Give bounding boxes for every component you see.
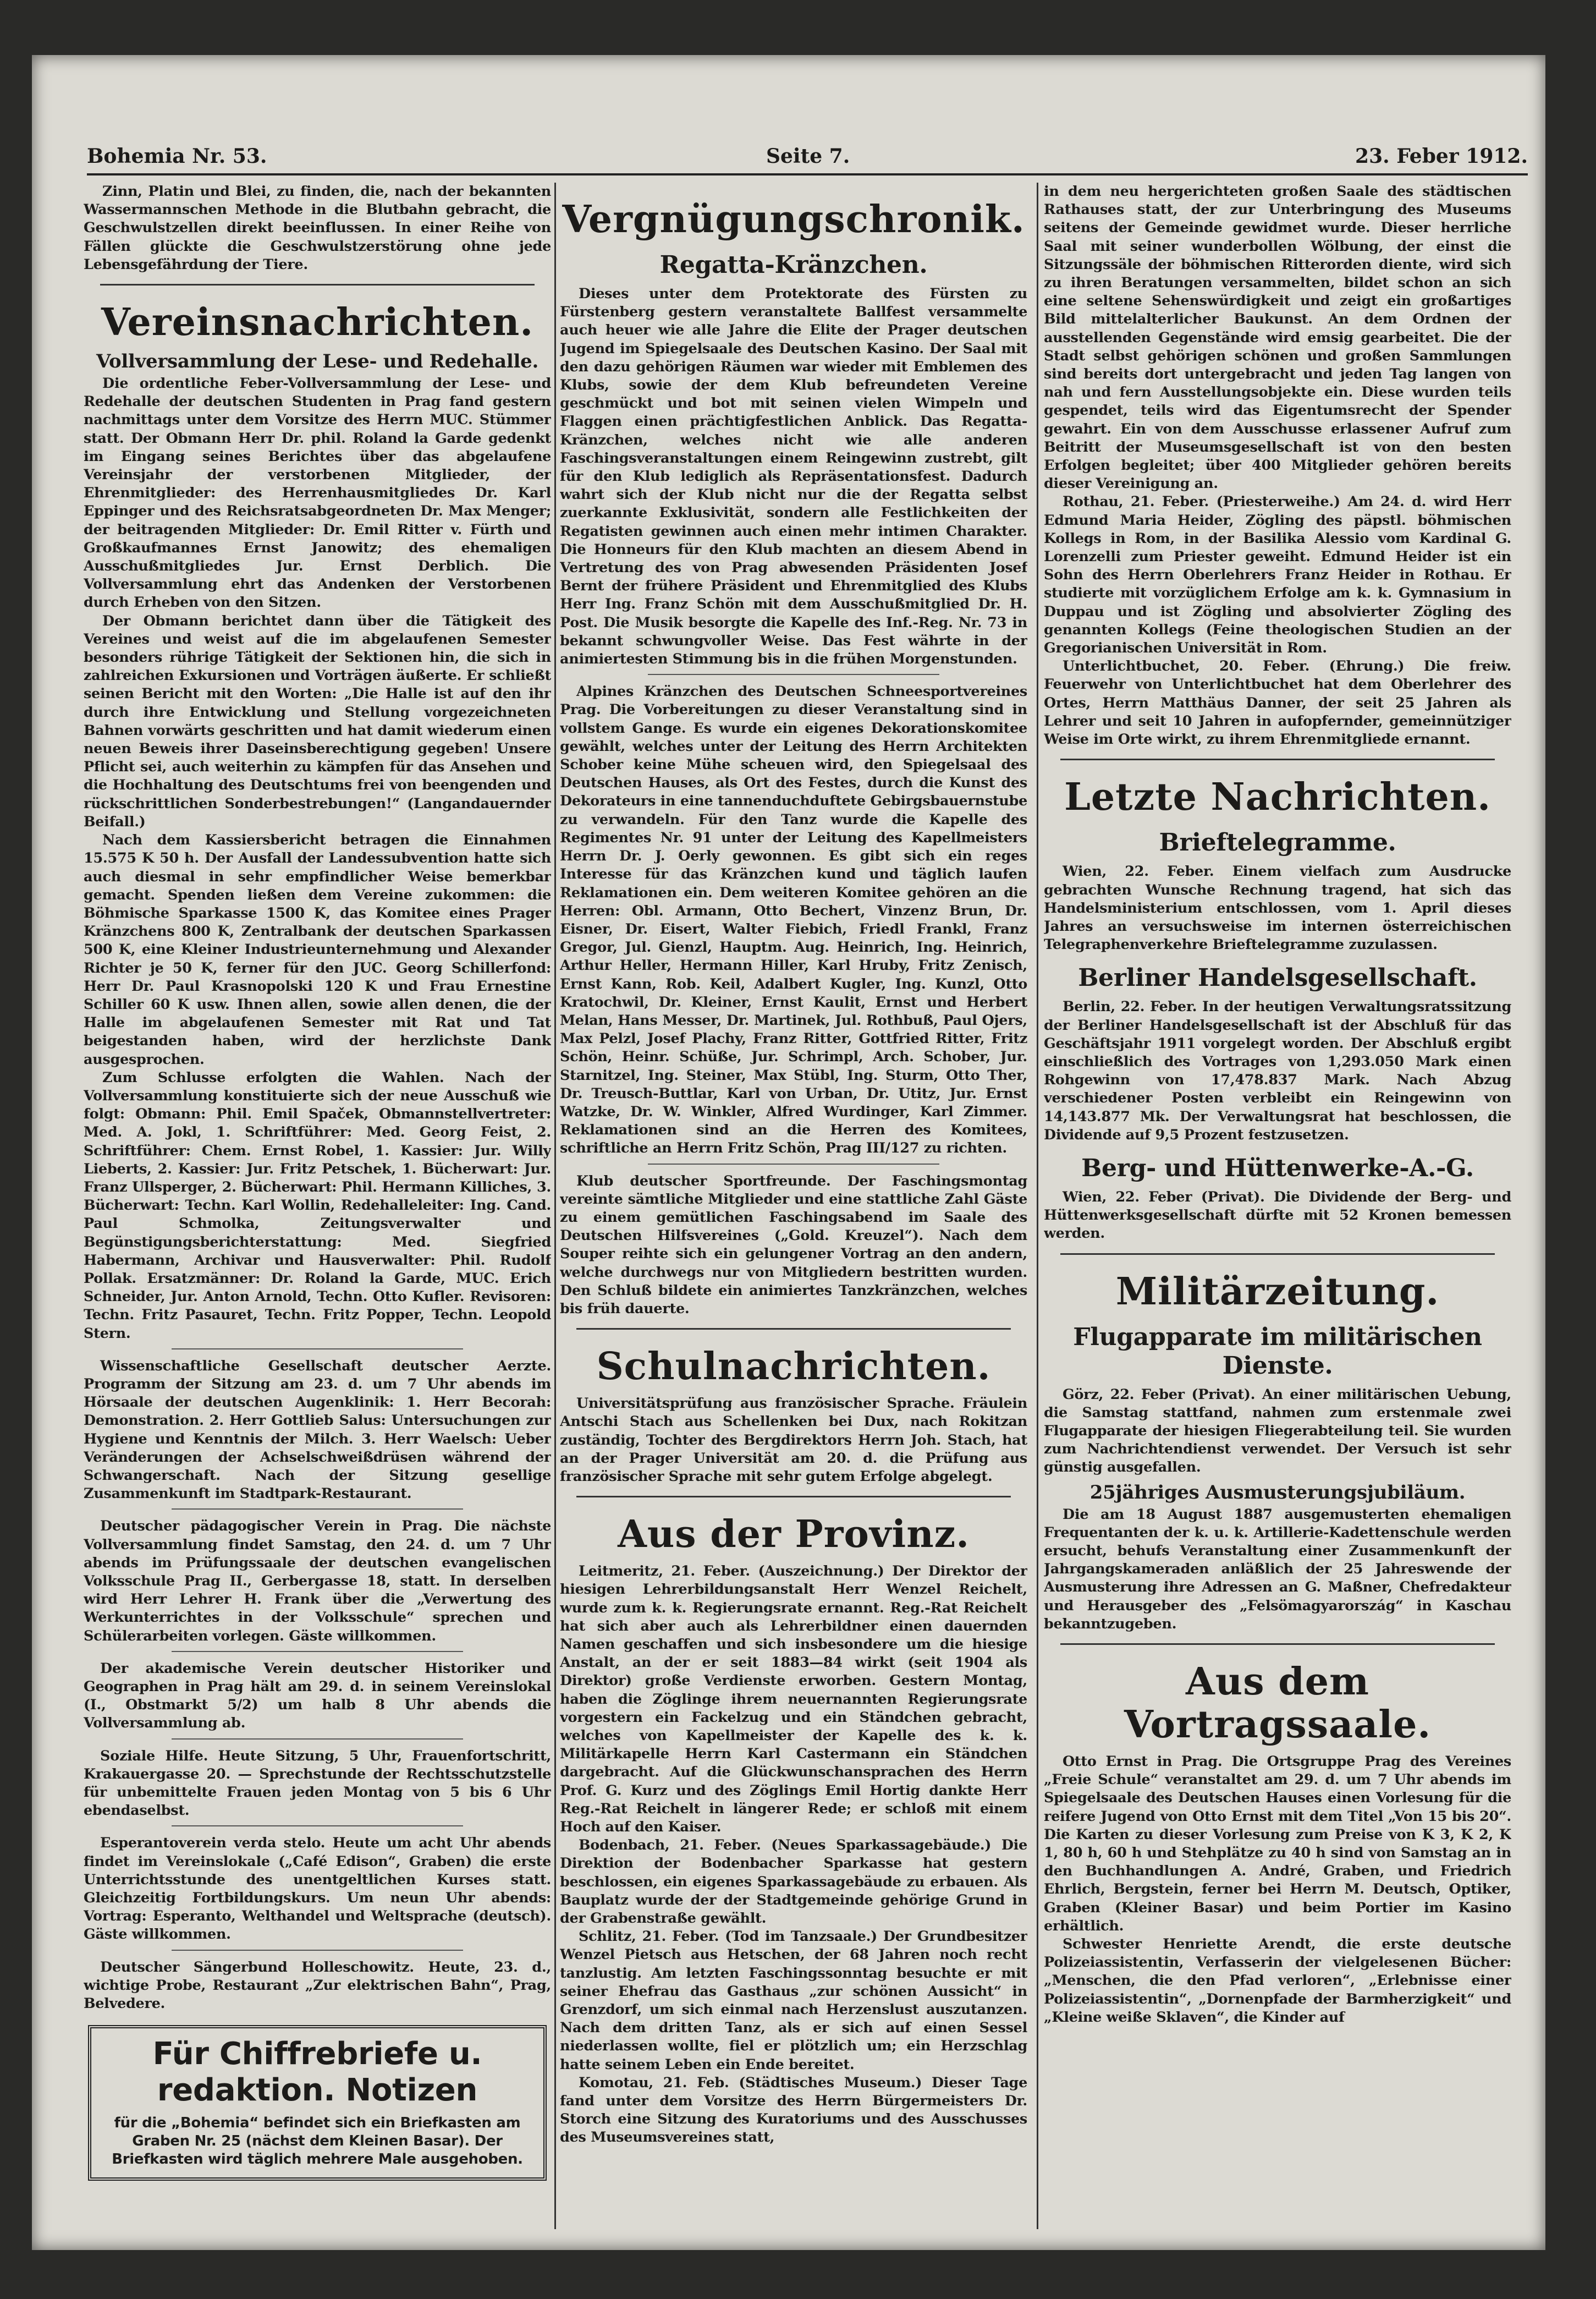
article-tumor-research-end: Zinn, Platin und Blei, zu finden, die, nach der bekannten Wassermannschen Methode in die Blutbahn gebracht, die Geschwulstzellen direkt beeinflussen. In einer Reihe von Fällen glückte die Geschwulstzerstörung ohne jede Lebensgefährdung der Tiere. [84,183,551,273]
article-divider [172,1651,463,1652]
running-header [87,140,1528,175]
article-divider [172,1825,463,1826]
article-paragraph: Der Obmann berichtet dann über die Tätigkeit des Vereines und weist auf die im abgelaufenen Semester besonders rührige Tätigkeit der Sektionen hin, die sich in zahlreichen Exkursionen und Vorträgen äußerte. Er schließt seinen Bericht mit den Worten: „Die Halle ist auf den ihr durch ihre Entwicklung und Stellung vorgezeichneten Bahnen vorwärts geschritten und hat damit wiederum einen neuen Beweis ihrer Daseinsberechtigung gegeben! Unsere Pflicht sei, auch weiterhin zu kämpfen für das Ansehen und die Hochhaltung des Deutschtums frei von beengenden und rückschrittlichen Sonderbestrebungen!“ (Langandauernder Beifall.) [84,612,551,830]
article-divider [172,1950,463,1951]
article-title-berliner-handelsgesellschaft: Berliner Handelsgesellschaft. [1078,964,1477,992]
section-divider [576,1328,1011,1330]
article-title-flugapparate: Flugapparate im militärischen Dienste. [1073,1323,1482,1380]
notice-aerzte: Wissenschaftliche Gesellschaft deutscher Aerzte. Programm der Sitzung am 23. d. um 7 Uhr abends im Hörsaale der deutschen Augenklinik: 1. Herr Becorah: Demonstration. 2. Herr Gottlieb Salus: Untersuchungen zur Hygiene und Kenntnis der Milch. 3. Herr Waelsch: Ueber Veränderungen der Achselschweißdrüsen während der Schwangerschaft. Nach der Sitzung gesellige Zusammenkunft im Stadtpark-Restaurant. [84,1357,551,1502]
article-komotau: Komotau, 21. Feb. (Städtisches Museum.) Dieser Tage fand unter dem Vorsitze des Herrn Bürgermeisters Dr. Storch eine Sitzung des Kuratoriums und des Ausschusses des Museumsvereines statt, [560,2074,1027,2146]
section-divider [576,1496,1011,1497]
article-universitaetspruefung: Universitätsprüfung aus französischer Sprache. Fräulein Antschi Stach aus Schellenken bei Dux, nach Rokitzan zuständig, Tochter des Bergdirektors Herrn Joh. Stach, hat an der Prager Universität am 20. d. die Prüfung aus französischer Sprache mit sehr gutem Erfolge abgelegt. [560,1395,1027,1485]
article-komotau-continued: in dem neu hergerichteten großen Saale des städtischen Rathauses statt, der zur Unterbringung des Museums seitens der Gemeinde gewidmet wurde. Dieser herrliche Saal mit seiner wunderbollen Wölbung, der einst die Sitzungssäle der böhmischen Ritterorden diente, wird sich zu ihren Beratungen versammelten, bildet schon an sich eine seltene Sehenswürdigkeit und zeigt ein großartiges Bild mittelalterlicher Baukunst. An dem Ordnen der ausstellenden Gegenstände wird emsig gearbeitet. Die der Stadt selbst gehörigen schönen und großen Sammlungen sind bereits dort untergebracht und jeden Tag langen von nah und fern Ausstellungsobjekte ein. Diese wurden teils gespendet, teils wird das Eigentumsrecht der Spender gewahrt. Ein von dem Ausschusse erlassener Aufruf zum Beitritt der Museumsgesellschaft ist von den besten Erfolgen begleitet; über 400 Mitglieder gehören bereits dieser Vereinigung an. [1044,183,1511,492]
column-rule-2 [1037,183,1038,2229]
column-3 [1044,183,1511,2229]
article-paragraph: Dieses unter dem Protektorate des Fürsten zu Fürstenberg gestern veranstaltete Ballfest versammelte auch heuer wie alle Jahre die Elite der Prager deutschen Jugend im Spiegelsaale des Deutschen Kasino. Der Saal mit den dazu gehörigen Räumen war wieder mit Emblemen des Klubs, sowie der dem Klub befreundeten Vereine geschmückt und bot mit seinen vielen Wimpeln und Flaggen einen prächtigfestlichen Anblick. Das Regatta-Kränzchen, welches nicht wie alle anderen Faschingsveranstaltungen einem Reingewinn zustrebt, gilt für den Klub lediglich als Repräsentationsfest. Dadurch wahrt sich der Klub nicht nur die der Regatta selbst zuerkannte Exklusivität, sondern alle Festlichkeiten der Regatisten gewinnen auch einen mehr intimen Charakter. Die Honneurs für den Klub machten an diesem Abend in Vertretung des von Prag abwesenden Präsidenten Josef Bernt der frühere Präsident und Ehrenmitglied des Klubs Herr Ing. Franz Schön mit dem Ausschußmitglied Dr. H. Post. Die Musik besorgte die Kapelle des Inf.-Reg. Nr. 73 in bekannt schwungvoller Weise. Das Fest währte in der animiertesten Stimmung bis in die frühen Morgenstunden. [560,286,1027,668]
ad-body: für die „Bohemia“ befindet sich ein Briefkasten am Graben Nr. 25 (nächst dem Kleinen Basar). Der Briefkasten wird täglich mehrere Male ausgehoben. [112,2115,523,2168]
notice-historiker: Der akademische Verein deutscher Historiker und Geographen in Prag hält am 29. d. in seinem Vereinslokal (I., Obstmarkt 5/2) um halb 8 Uhr abends die Vollversammlung ab. [84,1660,551,1732]
section-title-militaerzeitung: Militärzeitung. [1115,1269,1440,1314]
article-paragraph: Wien, 22. Feber. Einem vielfach zum Ausdrucke gebrachten Wunsche Rechnung tragend, hat sich das Handelsministerium entschlossen, vom 1. April dieses Jahres an versuchsweise im internen österreichischen Telegraphenverkehre Brieftelegramme zuzulassen. [1044,863,1511,953]
article-rothau: Rothau, 21. Feber. (Priesterweihe.) Am 24. d. wird Herr Edmund Maria Heider, Zögling des päpstl. böhmischen Kollegs in Rom, in der Basilika Alessio vom Kardinal G. Lorenzelli zum Priester geweiht. Edmund Heider ist ein Sohn des Herrn Oberlehrers Franz Heider in Rothau. Er studierte mit vorzüglichem Erfolge am k. k. Gymnasium in Duppau und ist Zögling und absolvierter Zögling des genannten Kollegs (Feine theologischen Studien an der Gregorianischen Universität in Rom. [1044,493,1511,657]
article-paragraph: Nach dem Kassiersbericht betragen die Einnahmen 15.575 K 50 h. Der Ausfall der Landessubvention hatte sich auch diesmal in sehr empfindlicher Weise bemerkbar gemacht. Spenden ließen dem Vereine zukommen: die Böhmische Sparkasse 1500 K, das Komitee eines Prager Kränzchens 800 K, Zentralbank der deutschen Sparkassen 500 K, eine Kleiner Industrieunternehmung und Alexander Richter je 50 K, ferner für den JUC. Georg Schillerfond: Herr Dr. Paul Krasnopolski 120 K und Frau Ernestine Schiller 60 K usw. Ihnen allen, sowie allen denen, die der Halle im abgelaufenen Semester mit Rat und Tat beigestanden haben, wird der herzlichste Dank ausgesprochen. [84,832,551,1068]
article-paragraph: Zum Schlusse erfolgten die Wahlen. Nach der Vollversammlung konstituierte sich der neue Ausschuß wie folgt: Obmann: Phil. Emil Spaček, Obmannstellvertreter: Med. A. Jokl, 1. Schriftführer: Med. Georg Feist, 2. Schriftführer: Chem. Ernst Robel, 1. Kassier: Jur. Willy Lieberts, 2. Kassier: Jur. Fritz Petschek, 1. Bücherwart: Jur. Franz Ullsperger, 2. Bücherwart: Phil. Hermann Killiches, 3. Bücherwart: Techn. Karl Wollin, Redehalleleiter: Ing. Cand. Paul Schmolka, Zeitungsverwalter und Begünstigungsberichterstattung: Med. Siegfried Habermann, Archivar und Hausverwalter: Phil. Rudolf Pollak. Ersatzmänner: Dr. Roland la Garde, MUC. Erich Schneider, Jur. Anton Arnold, Techn. Otto Kufler. Revisoren: Techn. Fritz Pasauret, Techn. Fritz Popper, Techn. Leopold Stern. [84,1069,551,1342]
article-paragraph: Berlin, 22. Feber. In der heutigen Verwaltungsratssitzung der Berliner Handelsgesellschaft ist der Abschluß für das Geschäftsjahr 1911 vorgelegt worden. Der Abschluß ergibt einschließlich des Vortrages von 1,293.050 Mark einen Rohgewinn von 17,478.837 Mark. Nach Abzug verschiedener Posten verbleibt ein Reingewinn von 14,143.877 Mk. Der Verwaltungsrat hat beschlossen, die Dividende auf 9,5 Prozent festzusetzen. [1044,998,1511,1143]
article-henriette-arendt: Schwester Henriette Arendt, die erste deutsche Polizeiassistentin, Verfasserin der vielgelesenen Bücher: „Menschen, die den Pfad verloren“, „Erlebnisse einer Polizeiassistentin“, „Dornenpfade der Barmherzigkeit“ und „Kleine weiße Sklaven“, die Kinder auf [1044,1936,1511,2026]
section-title-letzte-nachrichten: Letzte Nachrichten. [1064,775,1491,820]
article-schlitz: Schlitz, 21. Feber. (Tod im Tanzsaale.) Der Grundbesitzer Wenzel Pietsch aus Hetschen, der 68 Jahren noch recht tanzlustig. Am letzten Faschingssonntag besuchte er mit seiner Ehefrau das Gasthaus „zur schönen Aussicht“ in Grenzdorf, um sich einmal nach Herzenslust auszutanzen. Nach dem dritten Tanz, als er sich auf einen Sessel niederlassen wollte, fiel er plötzlich um; ein Herzschlag hatte seinem Leben ein Ende bereitet. [560,1928,1027,2073]
section-title-aus-der-provinz: Aus der Provinz. [618,1512,970,1557]
article-paragraph: Görz, 22. Feber (Privat). An einer militärischen Uebung, die Samstag stattfand, nahmen zum erstenmale zwei Flugapparate der hiesigen Fliegerabteilung teil. Sie wurden zum Nachrichtendienst verwendet. Der Versuch ist sehr günstig ausgefallen. [1044,1386,1511,1476]
article-otto-ernst: Otto Ernst in Prag. Die Ortsgruppe Prag des Vereines „Freie Schule“ veranstaltet am 29. d. um 7 Uhr abends im Spiegelsaale des Deutschen Hauses einen Vorlesung für die reifere Jugend von Otto Ernst mit dem Titel „Von 15 bis 20“. Die Karten zu dieser Vorlesung zum Preise von K 3, K 2, K 1, 80 h, 60 h und Stehplätze zu 40 h sind von Samstag an in den Buchhandlungen A. André, Graben, und Friedrich Ehrlich, Bergstein, ferner bei Herrn M. Deutsch, Optiker, Graben (Kleiner Basar) und beim Portier im Kasino erhältlich. [1044,1753,1511,1934]
section-title-vortragssaale: Aus dem Vortragssaale. [1124,1659,1431,1747]
header-paper-issue: Bohemia Nr. 53. [87,145,267,168]
header-date: 23. Feber 1912. [1355,145,1528,168]
article-title-regatta: Regatta-Kränzchen. [659,251,928,279]
notice-saengerbund: Deutscher Sängerbund Holleschowitz. Heute, 23. d., wichtige Probe, Restaurant „Zur elektrischen Bahn“, Prag, Belvedere. [84,1958,551,2012]
section-title-vergnuegungschronik: Vergnügungschronik. [562,197,1025,242]
header-page-number: Seite 7. [766,145,850,168]
article-divider [648,674,939,675]
article-paragraph: Die am 18 August 1887 ausgemusterten ehemaligen Frequentanten der k. u. k. Artillerie-Kadettenschule werden ersucht, behufs Veranstaltung einer Zusammenkunft der Jahrgangskameraden anläßlich der 25 Jahreswende der Ausmusterung ihre Adressen an G. Maßner, Chefredakteur und Herausgeber des „Felsömagyarország“ in Kaschau bekanntzugeben. [1044,1506,1511,1632]
section-divider [1060,1253,1495,1255]
article-divider [172,1738,463,1740]
column-1 [84,183,551,2229]
article-alpines-kraenzchen: Alpines Kränzchen des Deutschen Schneesportvereines Prag. Die Vorbereitungen zu dieser Veranstaltung sind in vollstem Gange. Es wurde ein eigenes Dekorationskomitee gewählt, welches unter der Leitung des Herrn Architekten Schober keine Mühe scheuen wird, den Spiegelsaal des Deutschen Hauses, als Ort des Festes, durch die Kunst des Dekorateurs in eine tannenduchduftete Gebirgsbauernstube zu verwandeln. Für den Tanz wurde die Kapelle des Regimentes Nr. 91 unter der Leitung des Kapellmeisters Herrn Dr. J. Oerly gewonnen. Es gibt sich ein reges Interesse für das Kränzchen kund und täglich laufen Reklamationen ein. Dem weiteren Komitee gehören an die Herren: Obl. Armann, Otto Bechert, Vinzenz Brun, Dr. Eisner, Dr. Eisert, Walter Fiebich, Friedl Frankl, Franz Gregor, Jul. Gienzl, Hauptm. Aug. Heinrich, Ing. Heinrich, Arthur Heller, Hermann Hiller, Karl Hruby, Fritz Zenisch, Ernst Kann, Rob. Keil, Adalbert Kugler, Ing. Kunzl, Otto Kratochwil, Dr. Kleiner, Ernst Kaulit, Ernst und Herbert Melan, Hans Messer, Dr. Martinek, Jul. Rothbuß, Paul Ojers, Max Pelzl, Josef Plachy, Franz Ritter, Gottfried Ritter, Fritz Schön, Heinr. Schüße, Jur. Schrimpl, Arch. Schober, Jur. Starnitzel, Ing. Steiner, Max Stübl, Ing. Sturm, Otto Ther, Dr. Treusch-Buttlar, Karl von Urban, Dr. Utitz, Jur. Ernst Watzke, Dr. W. Winkler, Alfred Wurdinger, Karl Zimmer. Reklamationen sind an die Herren des Komitees, schriftliche an Herrn Fritz Schön, Prag III/127 zu richten. [560,683,1027,1157]
article-title-brieftelegramme: Brieftelegramme. [1159,828,1396,857]
article-title-berg-huettenwerke: Berg- und Hüttenwerke-A.-G. [1081,1154,1474,1182]
article-sportfreunde: Klub deutscher Sportfreunde. Der Faschingsmontag vereinte sämtliche Mitglieder und eine stattliche Zahl Gäste zu einem gemütlichen Faschingsabend im Saale des Deutschen Hilfsvereines („Gold. Kreuzel“). Nach dem Souper reihte sich ein gelungener Vortrag an den andern, welche durchwegs nur von Mitgliedern bestritten wurden. Den Schluß bildete ein animiertes Tanzkränzchen, welches bis früh dauerte. [560,1172,1027,1317]
section-divider [100,284,535,286]
article-bodenbach: Bodenbach, 21. Feber. (Neues Sparkassagebäude.) Die Direktion der Bodenbacher Sparkasse hat gestern beschlossen, ein eigenes Sparkassagebäude zu erbauen. Als Bauplatz wurde der der Stadtgemeinde gehörige Grund in der Grabenstraße gewählt. [560,1837,1027,1927]
section-divider [1060,759,1495,760]
ad-headline-2: redaktion. Notizen [157,2072,478,2109]
newspaper-page [32,55,1545,2250]
section-divider [1060,1643,1495,1645]
article-title-jubilaeum: 25jähriges Ausmusterungsjubiläum. [1089,1481,1466,1504]
notice-soziale-hilfe: Soziale Hilfe. Heute Sitzung, 5 Uhr, Frauenfortschritt, Krakauergasse 20. — Sprechstunde der Rechtsschutzstelle für unbemittelte Frauen jeden Montag von 5 bis 6 Uhr ebendaselbst. [84,1747,551,1819]
article-unterlichtbuchet: Unterlichtbuchet, 20. Feber. (Ehrung.) Die freiw. Feuerwehr von Unterlichtbuchet hat dem Oberlehrer des Ortes, Herrn Matthäus Danner, der seit 25 Jahren als Lehrer und seit 10 Jahren in aufopfernder, gemeinnütziger Weise im Orte wirkt, zu ihrem Ehrenmitgliede ernannt. [1044,658,1511,748]
article-paragraph: Die ordentliche Feber-Vollversammlung der Lese- und Redehalle der deutschen Studenten in Prag fand gestern nachmittags unter dem Vorsitze des Herrn MUC. Stümmer statt. Der Obmann Herr Dr. phil. Roland la Garde gedenkt im Eingang seines Berichtes über das abgelaufene Vereinsjahr der verstorbenen Mitglieder, der Ehrenmitglieder: des Herrenhausmitgliedes Dr. Karl Eppinger und des Reichsratsabgeordneten Dr. Max Menger; der beitragenden Mitglieder: Dr. Emil Ritter v. Fürth und Großkaufmannes Ernst Janowitz; des ehemaligen Ausschußmitgliedes Jur. Ernst Derblich. Die Vollversammlung ehrt das Andenken der Verstorbenen durch Erheben von den Sitzen. [84,375,551,611]
article-leitmeritz: Leitmeritz, 21. Feber. (Auszeichnung.) Der Direktor der hiesigen Lehrerbildungsanstalt Herr Wenzel Reichelt, wurde zum k. k. Regierungsrate ernannt. Reg.-Rat Reichelt hat sich aber auch als Lehrerbildner einen dauernden Namen geschaffen und sich insbesondere um die hiesige Anstalt, an der er seit 1883—84 wirkt (seit 1904 als Direktor) große Verdienste erworben. Gestern Montag, haben die Zöglinge ihrem neuernannten Regierungsrate vorgestern ein Fackelzug und ein Ständchen gebracht, welches von Kapellmeister der Kapelle des k. k. Militärkapelle Herrn Karl Castermann ein Ständchen dargebracht. Auf die Glückwunschansprachen des Herrn Prof. G. Kurz und des Zöglings Emil Hortig dankte Herr Reg.-Rat Reichelt in längerer Rede; er schloß mit einem Hoch auf den Kaiser. [560,1563,1027,1836]
notice-esperanto: Esperantoverein verda stelo. Heute um acht Uhr abends findet im Vereinslokale („Café Edison“, Graben) die erste Unterrichtsstunde des unentgeltlichen Kurses statt. Gleichzeitig Fortbildungskurs. Um neun Uhr abends: Vortrag: Esperanto, Welthandel und Weltsprache (deutsch). Gäste willkommen. [84,1835,551,1943]
article-paragraph: Wien, 22. Feber (Privat). Die Dividende der Berg- und Hüttenwerksgesellschaft dürfte mit 52 Kronen bemessen werden. [1044,1188,1511,1242]
column-2 [560,183,1027,2229]
article-divider [172,1348,463,1349]
ad-headline-1: Für Chiffrebriefe u. [152,2036,482,2072]
article-title-vollversammlung: Vollversammlung der Lese- und Redehalle. [96,350,538,373]
section-title-vereinsnachrichten: Vereinsnachrichten. [101,300,534,345]
column-rule-1 [554,183,556,2229]
advertisement-chiffrebriefe [88,2025,547,2181]
notice-paedagogischer-verein: Deutscher pädagogischer Verein in Prag. Die nächste Vollversammlung findet Samstag, den 24. d. um 7 Uhr abends im Prüfungssaale der deutschen evangelischen Volksschule Prag II., Gerbergasse 18, statt. In derselben wird Herr Lehrer H. Frank über die „Verwertung des Werkunterrichtes in der Volksschule“ sprechen und Schülerarbeiten vorlegen. Gäste willkommen. [84,1518,551,1644]
article-divider [648,1164,939,1165]
article-divider [172,1508,463,1510]
section-title-schulnachrichten: Schulnachrichten. [596,1345,991,1389]
